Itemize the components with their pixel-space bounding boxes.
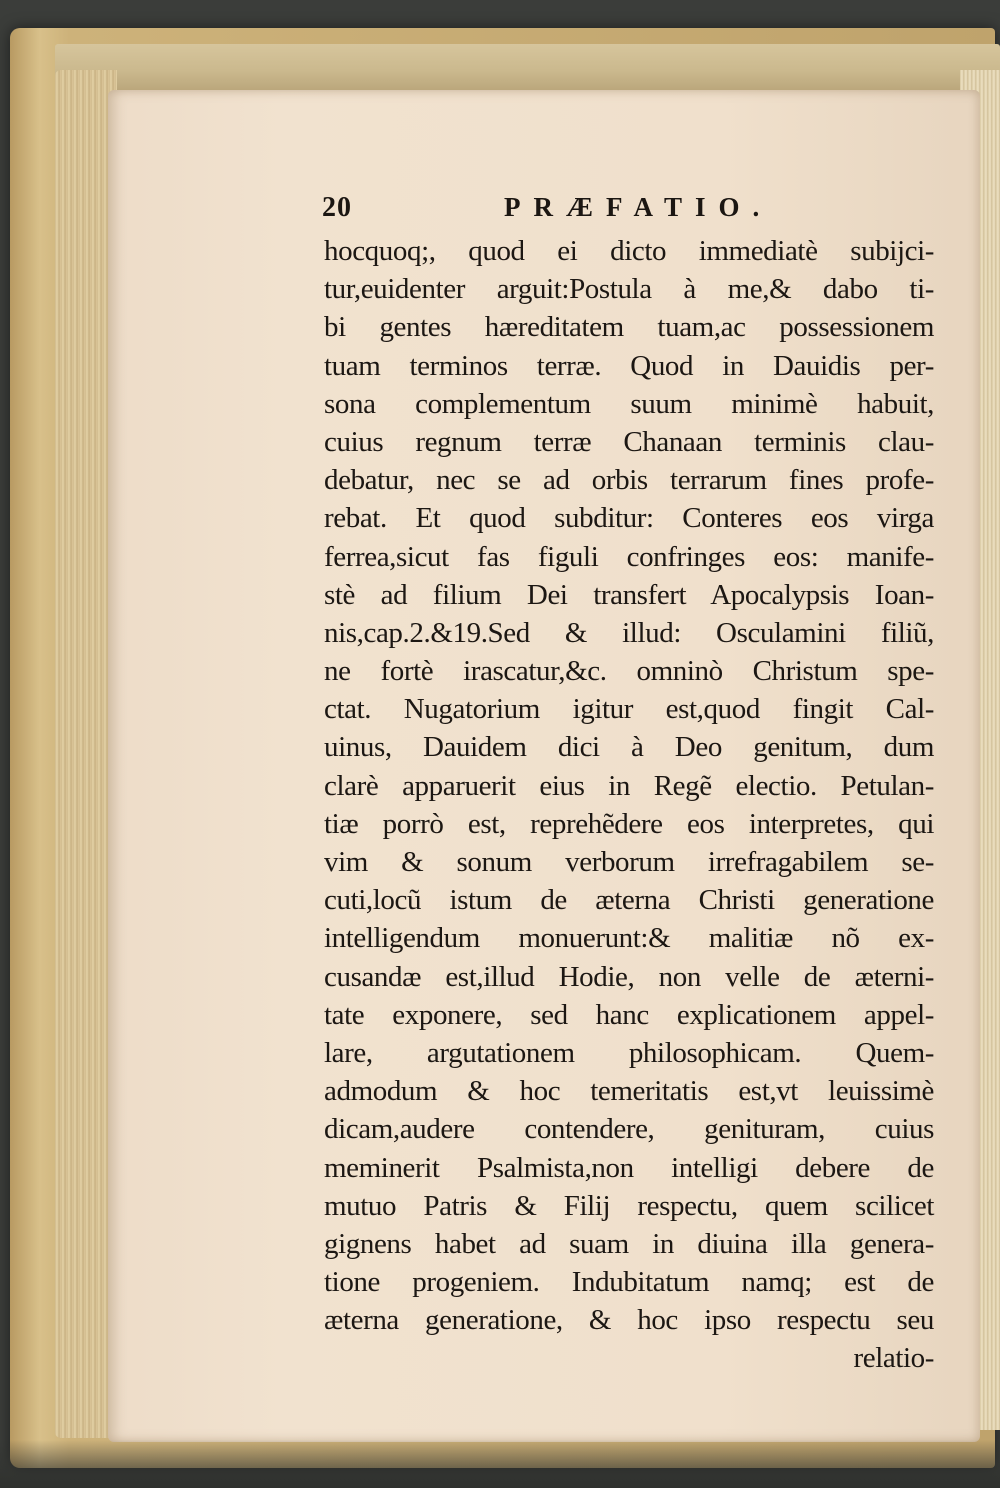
text-line: ctat. Nugatorium igitur est,quod fingit Cal-	[324, 693, 934, 726]
text-line: tione progeniem. Indubitatum namq; est de	[324, 1266, 934, 1299]
text-line: tiæ porrò est, reprehẽdere eos interpretes, qui	[324, 807, 934, 840]
text-line: intelligendum monuerunt:& malitiæ nõ ex-	[324, 922, 934, 955]
running-head: PRÆFATIO.	[504, 192, 773, 222]
text-line: cuti,locũ istum de æterna Christi generatione	[324, 884, 934, 917]
catchword: relatio-	[853, 1342, 934, 1375]
page-stack-top-edge	[55, 44, 1000, 92]
text-line: bi gentes hæreditatem tuam,ac possessionem	[324, 311, 934, 344]
text-line: debatur, nec se ad orbis terrarum fines profe-	[324, 464, 934, 497]
text-line: uinus, Dauidem dici à Deo genitum, dum	[324, 731, 934, 764]
text-line: meminerit Psalmista,non intelligi debere de	[324, 1151, 934, 1184]
text-line: mutuo Patris & Filij respectu, quem scilicet	[324, 1189, 934, 1222]
text-line: æterna generatione, & hoc ipso respectu seu	[324, 1304, 934, 1337]
text-line: dicam,audere contendere, genituram, cuius	[324, 1113, 934, 1146]
text-line: ferrea,sicut fas figuli confringes eos: manife-	[324, 540, 934, 573]
text-line: lare, argutationem philosophicam. Quem-	[324, 1036, 934, 1069]
body-text	[324, 232, 934, 1378]
page-number: 20	[322, 192, 352, 223]
text-line: sona complementum suum minimè habuit,	[324, 387, 934, 420]
text-line: admodum & hoc temeritatis est,vt leuissimè	[324, 1075, 934, 1108]
text-line: gignens habet ad suam in diuina illa genera-	[324, 1227, 934, 1260]
text-line: rebat. Et quod subditur: Conteres eos virga	[324, 502, 934, 535]
page-header	[322, 192, 942, 228]
text-line: cuius regnum terræ Chanaan terminis clau-	[324, 425, 934, 458]
text-line: tuam terminos terræ. Quod in Dauidis per-	[324, 349, 934, 382]
text-line: ne fortè irascatur,&c. omninò Christum spe-	[324, 655, 934, 688]
text-line: nis,cap.2.&19.Sed & illud: Osculamini filiũ,	[324, 616, 934, 649]
text-line: stè ad filium Dei transfert Apocalypsis Ioan-	[324, 578, 934, 611]
text-line: hocquoq;, quod ei dicto immediatè subijci-	[324, 235, 934, 267]
text-line: clarè apparuerit eius in Regẽ electio. Petulan-	[324, 769, 934, 802]
text-line: cusandæ est,illud Hodie, non velle de æterni-	[324, 960, 934, 993]
text-line: vim & sonum verborum irrefragabilem se-	[324, 846, 934, 878]
text-line: tate exponere, sed hanc explicationem appel-	[324, 998, 934, 1031]
text-line: tur,euidenter arguit:Postula à me,& dabo ti-	[324, 273, 934, 306]
desk-shadow	[0, 1440, 1000, 1488]
